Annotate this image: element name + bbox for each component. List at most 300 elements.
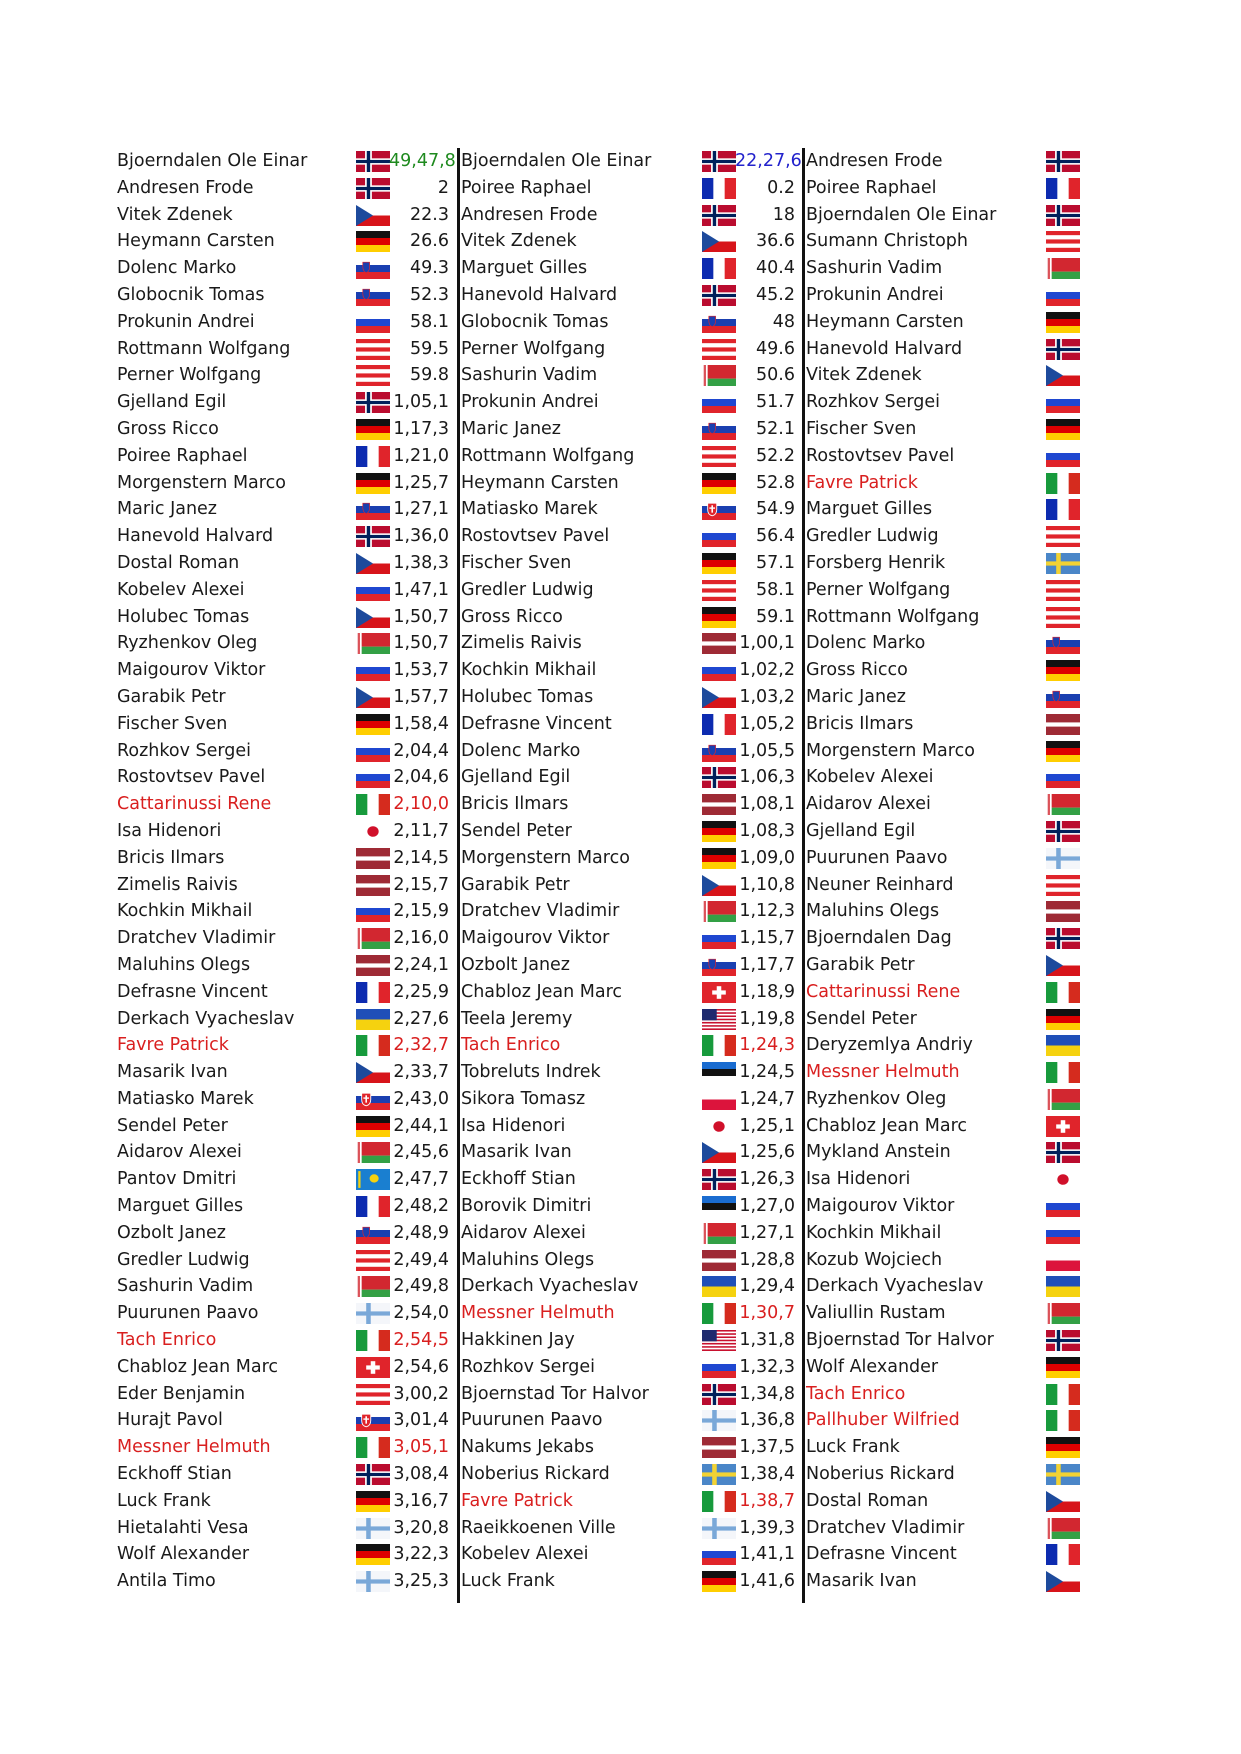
athlete-name: Tobreluts Indrek [461,1062,601,1083]
flag-by-icon [356,928,390,949]
flag-si-icon [356,499,390,520]
athlete-name: Nakums Jekabs [461,1437,594,1458]
flag-si-icon [1046,633,1080,654]
athlete-name: Valiullin Rustam [806,1303,946,1324]
athlete-name: Borovik Dimitri [461,1196,592,1217]
athlete-name: Heymann Carsten [117,231,275,252]
flag-ru-icon [702,928,736,949]
flag-it-icon [356,1330,390,1351]
time-value: 1,08,1 [739,794,795,815]
flag-ee-icon [702,1062,736,1083]
flag-at-icon [702,339,736,360]
time-value: 2,11,7 [393,820,449,841]
athlete-name: Maigourov Viktor [117,660,266,681]
flag-ch-icon [702,982,736,1003]
athlete-name: Deryzemlya Andriy [806,1035,973,1056]
flag-it-icon [1046,1384,1080,1405]
flag-si-icon [1046,687,1080,708]
flag-no-icon [356,1464,390,1485]
flag-no-icon [1046,205,1080,226]
athlete-name: Bjoernstad Tor Halvor [461,1383,649,1404]
time-value: 3,22,3 [393,1544,449,1565]
flag-lv-icon [702,794,736,815]
athlete-name: Sashurin Vadim [117,1276,254,1297]
flag-it-icon [702,1035,736,1056]
time-value: 1,29,4 [739,1276,795,1297]
athlete-name: Prokunin Andrei [117,311,255,332]
flag-cz-icon [702,231,736,252]
flag-de-icon [702,1571,736,1592]
flag-de-icon [1046,1009,1080,1030]
athlete-name: Wolf Alexander [806,1356,939,1377]
time-value: 52.3 [410,284,449,305]
athlete-name: Tach Enrico [806,1383,906,1404]
athlete-name: Noberius Rickard [461,1464,610,1485]
table-row [0,1139,1241,1166]
time-value: 57.1 [756,552,795,573]
table-row [0,952,1241,979]
flag-fr-icon [702,258,736,279]
time-value: 2,44,1 [393,1115,449,1136]
table-row [0,818,1241,845]
time-value: 2,47,7 [393,1169,449,1190]
time-value: 1,58,4 [393,713,449,734]
table-row [0,925,1241,952]
athlete-name: Globocnik Tomas [117,284,265,305]
flag-ru-icon [1046,1196,1080,1217]
time-value: 1,53,7 [393,660,449,681]
athlete-name: Zimelis Raivis [117,874,238,895]
athlete-name: Maric Janez [461,418,561,439]
table-row [0,416,1241,443]
flag-si-icon [702,312,736,333]
time-value: 1,50,7 [393,633,449,654]
flag-no-icon [702,285,736,306]
flag-no-icon [1046,1142,1080,1163]
flag-ua-icon [1046,1276,1080,1297]
flag-sk-icon [356,1410,390,1431]
flag-by-icon [1046,1303,1080,1324]
athlete-name: Fischer Sven [117,713,228,734]
flag-fr-icon [702,714,736,735]
athlete-name: Rozhkov Sergei [806,392,940,413]
flag-no-icon [1046,821,1080,842]
table-row [0,255,1241,282]
flag-by-icon [1046,794,1080,815]
flag-at-icon [1046,875,1080,896]
time-value: 2,24,1 [393,954,449,975]
flag-pl-icon [702,1089,736,1110]
athlete-name: Marguet Gilles [461,258,588,279]
flag-fr-icon [356,1196,390,1217]
flag-by-icon [356,633,390,654]
table-row [0,764,1241,791]
athlete-name: Marguet Gilles [117,1196,244,1217]
flag-at-icon [702,446,736,467]
athlete-name: Prokunin Andrei [806,284,944,305]
table-row [0,282,1241,309]
flag-ru-icon [702,526,736,547]
flag-no-icon [356,392,390,413]
flag-ch-icon [356,1357,390,1378]
flag-lv-icon [356,848,390,869]
athlete-name: Zimelis Raivis [461,633,582,654]
time-value: 2,43,0 [393,1088,449,1109]
athlete-name: Rottmann Wolfgang [117,338,291,359]
flag-it-icon [1046,473,1080,494]
flag-at-icon [1046,231,1080,252]
time-value: 2,49,4 [393,1249,449,1270]
athlete-name: Messner Helmuth [461,1303,615,1324]
athlete-name: Kozub Wojciech [806,1249,943,1270]
athlete-name: Dolenc Marko [461,740,581,761]
athlete-name: Hanevold Halvard [806,338,963,359]
athlete-name: Matiasko Marek [461,499,598,520]
time-value: 22,27,6 [735,151,802,171]
time-value: 1,17,7 [739,954,795,975]
time-value: 1,38,7 [739,1490,795,1511]
athlete-name: Eckhoff Stian [461,1169,576,1190]
time-value: 1,39,3 [739,1517,795,1538]
athlete-name: Isa Hidenori [117,820,222,841]
time-value: 1,36,0 [393,526,449,547]
flag-ch-icon [1046,1116,1080,1137]
time-value: 1,19,8 [739,1008,795,1029]
flag-ua-icon [356,1009,390,1030]
time-value: 1,57,7 [393,686,449,707]
flag-cz-icon [1046,955,1080,976]
time-value: 3,05,1 [393,1437,449,1458]
time-value: 3,01,4 [393,1410,449,1431]
athlete-name: Sashurin Vadim [806,258,943,279]
athlete-name: Favre Patrick [461,1490,573,1511]
time-value: 1,17,3 [393,418,449,439]
flag-no-icon [356,151,390,172]
athlete-name: Mykland Anstein [806,1142,951,1163]
table-row [0,1059,1241,1086]
time-value: 40.4 [756,258,795,279]
flag-fi-icon [1046,848,1080,869]
table-row [0,684,1241,711]
athlete-name: Dratchev Vladimir [117,928,276,949]
table-row [0,791,1241,818]
time-value: 49.6 [756,338,795,359]
athlete-name: Bjoerndalen Ole Einar [806,204,997,225]
athlete-name: Morgenstern Marco [806,740,975,761]
flag-cz-icon [356,607,390,628]
flag-it-icon [702,1491,736,1512]
time-value: 1,10,8 [739,874,795,895]
athlete-name: Masarik Ivan [117,1062,228,1083]
time-value: 1,05,5 [739,740,795,761]
flag-no-icon [356,178,390,199]
table-row [0,336,1241,363]
time-value: 2,16,0 [393,928,449,949]
time-value: 3,25,3 [393,1571,449,1592]
athlete-name: Dolenc Marko [117,258,237,279]
athlete-name: Vitek Zdenek [117,204,233,225]
athlete-name: Vitek Zdenek [806,365,922,386]
flag-by-icon [356,1276,390,1297]
flag-no-icon [702,767,736,788]
flag-us-icon [702,1009,736,1030]
time-value: 52.8 [756,472,795,493]
flag-ru-icon [1046,392,1080,413]
athlete-name: Dostal Roman [806,1490,929,1511]
time-value: 1,30,7 [739,1303,795,1324]
time-value: 1,34,8 [739,1383,795,1404]
flag-no-icon [1046,339,1080,360]
time-value: 2,49,8 [393,1276,449,1297]
athlete-name: Matiasko Marek [117,1088,254,1109]
time-value: 3,00,2 [393,1383,449,1404]
table-row [0,202,1241,229]
table-row [0,1273,1241,1300]
athlete-name: Bricis Ilmars [806,713,914,734]
athlete-name: Dratchev Vladimir [461,901,620,922]
time-value: 50.6 [756,365,795,386]
time-value: 1,27,1 [393,499,449,520]
time-value: 1,06,3 [739,767,795,788]
flag-ru-icon [1046,1223,1080,1244]
athlete-name: Gredler Ludwig [117,1249,250,1270]
athlete-name: Andresen Frode [806,151,943,171]
time-value: 2,32,7 [393,1035,449,1056]
athlete-name: Forsberg Henrik [806,552,946,573]
flag-at-icon [1046,526,1080,547]
athlete-name: Pantov Dmitri [117,1169,237,1190]
time-value: 2,33,7 [393,1062,449,1083]
time-value: 1,24,5 [739,1062,795,1083]
column-divider [802,148,805,1603]
time-value: 1,38,3 [393,552,449,573]
flag-fi-icon [356,1571,390,1592]
flag-si-icon [356,285,390,306]
flag-jp-icon [702,1116,736,1137]
flag-no-icon [702,151,736,172]
athlete-name: Defrasne Vincent [806,1544,957,1565]
time-value: 1,12,3 [739,901,795,922]
time-value: 1,31,8 [739,1330,795,1351]
table-row [0,738,1241,765]
time-value: 1,47,1 [393,579,449,600]
athlete-name: Hanevold Halvard [461,284,618,305]
flag-de-icon [1046,741,1080,762]
time-value: 3,08,4 [393,1464,449,1485]
flag-lv-icon [1046,901,1080,922]
time-value: 1,27,1 [739,1222,795,1243]
flag-cz-icon [356,205,390,226]
flag-de-icon [1046,1357,1080,1378]
athlete-name: Eder Benjamin [117,1383,246,1404]
athlete-name: Isa Hidenori [806,1169,911,1190]
flag-ru-icon [356,767,390,788]
flag-it-icon [356,1437,390,1458]
table-row [0,1434,1241,1461]
flag-ru-icon [1046,285,1080,306]
athlete-name: Perner Wolfgang [461,338,606,359]
athlete-name: Masarik Ivan [461,1142,572,1163]
table-row [0,1166,1241,1193]
flag-ru-icon [1046,767,1080,788]
athlete-name: Bricis Ilmars [117,847,225,868]
flag-ru-icon [702,392,736,413]
athlete-name: Bjoerndalen Ole Einar [117,151,308,171]
flag-lv-icon [702,633,736,654]
athlete-name: Derkach Vyacheslav [806,1276,984,1297]
athlete-name: Gross Ricco [461,606,563,627]
time-value: 48 [772,311,795,332]
time-value: 58.1 [410,311,449,332]
table-row [0,1327,1241,1354]
time-value: 2,04,6 [393,767,449,788]
table-row [0,872,1241,899]
athlete-name: Andresen Frode [461,204,598,225]
athlete-name: Gredler Ludwig [806,526,939,547]
time-value: 51.7 [756,392,795,413]
flag-by-icon [356,1142,390,1163]
time-value: 1,18,9 [739,981,795,1002]
athlete-name: Kobelev Alexei [461,1544,589,1565]
athlete-name: Rostovtsev Pavel [117,767,266,788]
time-value: 54.9 [756,499,795,520]
flag-si-icon [702,955,736,976]
flag-kz-icon [356,1169,390,1190]
flag-fi-icon [356,1518,390,1539]
flag-no-icon [702,205,736,226]
table-row [0,389,1241,416]
athlete-name: Prokunin Andrei [461,392,599,413]
athlete-name: Vitek Zdenek [461,231,577,252]
athlete-name: Kobelev Alexei [117,579,245,600]
time-value: 59.1 [756,606,795,627]
flag-de-icon [1046,660,1080,681]
athlete-name: Perner Wolfgang [117,365,262,386]
time-value: 1,25,6 [739,1142,795,1163]
flag-de-icon [356,231,390,252]
flag-sk-icon [702,499,736,520]
athlete-name: Pallhuber Wilfried [806,1410,960,1431]
athlete-name: Sikora Tomasz [461,1088,586,1109]
table-row [0,657,1241,684]
athlete-name: Rozhkov Sergei [117,740,251,761]
athlete-name: Garabik Petr [461,874,570,895]
time-value: 58.1 [756,579,795,600]
athlete-name: Gjelland Egil [117,392,227,413]
time-value: 2,54,5 [393,1330,449,1351]
flag-ru-icon [356,580,390,601]
flag-lv-icon [1046,714,1080,735]
athlete-name: Chabloz Jean Marc [806,1115,968,1136]
athlete-name: Fischer Sven [461,552,572,573]
flag-us-icon [702,1330,736,1351]
athlete-name: Garabik Petr [117,686,226,707]
athlete-name: Aidarov Alexei [806,794,931,815]
athlete-name: Puurunen Paavo [117,1303,259,1324]
time-value: 2 [437,177,449,198]
time-value: 3,16,7 [393,1490,449,1511]
flag-de-icon [702,821,736,842]
flag-by-icon [702,1223,736,1244]
flag-de-icon [702,848,736,869]
time-value: 45.2 [756,284,795,305]
flag-it-icon [356,1035,390,1056]
athlete-name: Luck Frank [117,1490,211,1511]
athlete-name: Fischer Sven [806,418,917,439]
flag-ru-icon [702,1357,736,1378]
flag-sk-icon [356,1089,390,1110]
athlete-name: Hietalahti Vesa [117,1517,249,1538]
table-row [0,577,1241,604]
table-row [0,1086,1241,1113]
time-value: 1,25,1 [739,1115,795,1136]
time-value: 1,37,5 [739,1437,795,1458]
table-row [0,1300,1241,1327]
table-row [0,175,1241,202]
time-value: 2,10,0 [393,794,449,815]
athlete-name: Bjoernstad Tor Halvor [806,1330,994,1351]
flag-si-icon [356,1223,390,1244]
time-value: 1,05,2 [739,713,795,734]
flag-de-icon [1046,1437,1080,1458]
time-value: 2,45,6 [393,1142,449,1163]
athlete-name: Gross Ricco [806,660,908,681]
table-row [0,898,1241,925]
time-value: 1,41,1 [739,1544,795,1565]
time-value: 1,25,7 [393,472,449,493]
table-row [0,362,1241,389]
flag-ru-icon [702,660,736,681]
flag-si-icon [702,419,736,440]
table-row [0,1541,1241,1568]
flag-by-icon [702,365,736,386]
time-value: 2,48,9 [393,1222,449,1243]
time-value: 2,54,0 [393,1303,449,1324]
table-row [0,1568,1241,1595]
table-row [0,711,1241,738]
flag-cz-icon [1046,1491,1080,1512]
athlete-name: Neuner Reinhard [806,874,954,895]
flag-cz-icon [702,875,736,896]
flag-de-icon [702,473,736,494]
athlete-name: Rostovtsev Pavel [806,445,955,466]
athlete-name: Hanevold Halvard [117,526,274,547]
table-row [0,1220,1241,1247]
athlete-name: Favre Patrick [117,1035,229,1056]
flag-de-icon [702,553,736,574]
time-value: 1,03,2 [739,686,795,707]
time-value: 0.2 [767,177,795,198]
athlete-name: Gredler Ludwig [461,579,594,600]
flag-se-icon [702,1464,736,1485]
flag-de-icon [356,419,390,440]
flag-lv-icon [702,1250,736,1271]
athlete-name: Gjelland Egil [806,820,916,841]
flag-no-icon [702,1169,736,1190]
time-value: 2,14,5 [393,847,449,868]
athlete-name: Dostal Roman [117,552,240,573]
athlete-name: Luck Frank [461,1571,555,1592]
table-row [0,1488,1241,1515]
flag-jp-icon [1046,1169,1080,1190]
athlete-name: Messner Helmuth [806,1062,960,1083]
athlete-name: Heymann Carsten [806,311,964,332]
flag-ru-icon [702,1544,736,1565]
time-value: 1,38,4 [739,1464,795,1485]
athlete-name: Sendel Peter [806,1008,917,1029]
athlete-name: Rottmann Wolfgang [461,445,635,466]
time-value: 2,48,2 [393,1196,449,1217]
